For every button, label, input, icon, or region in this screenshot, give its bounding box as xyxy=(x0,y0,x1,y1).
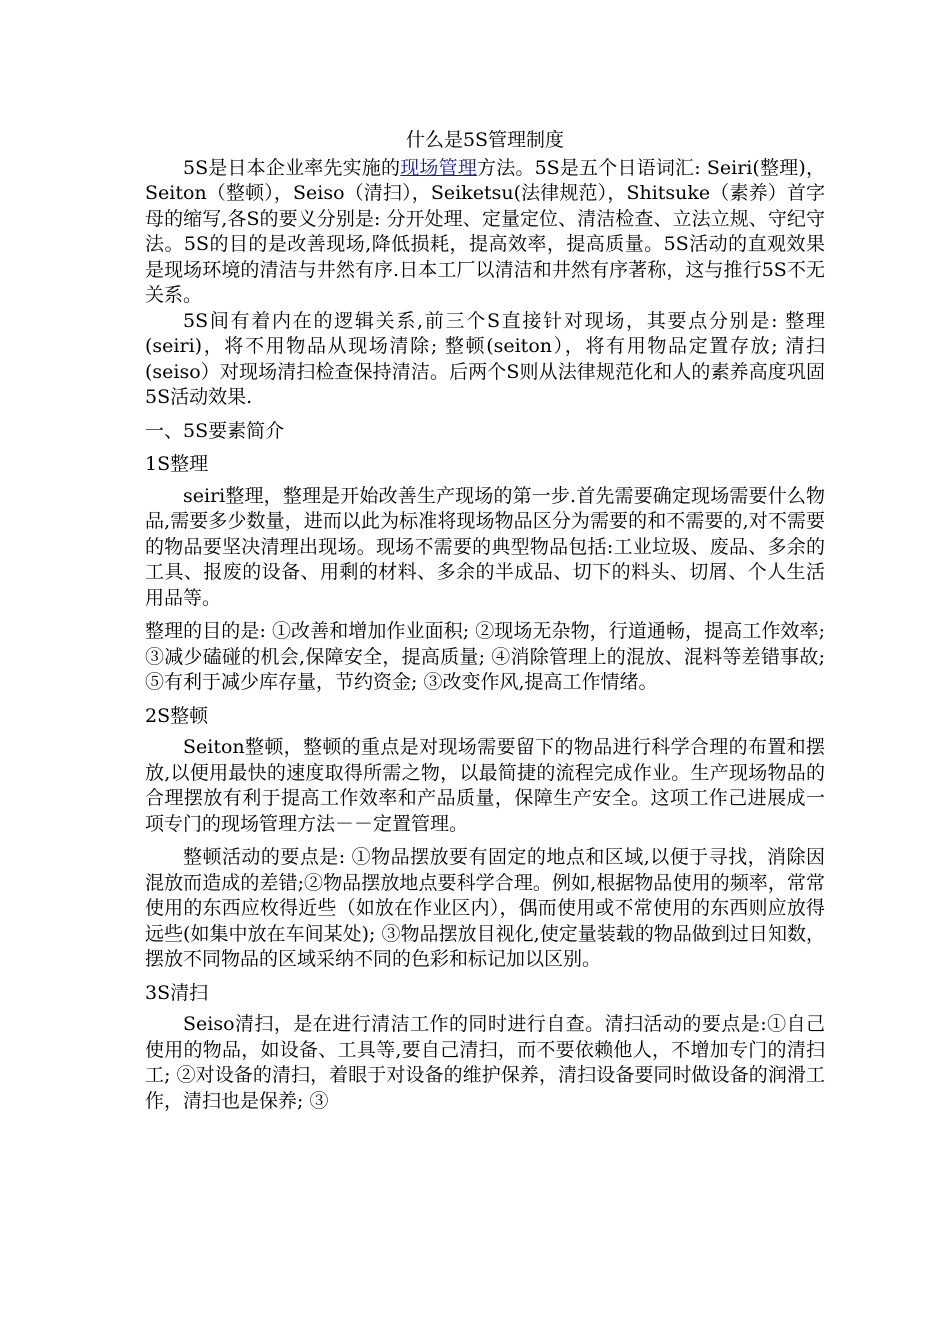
s2-points-paragraph: 整顿活动的要点是: ①物品摆放要有固定的地点和区域,以便于寻找，消除因混放而造成的差错;②物品摆放地点要科学合理。例如,根据物品使用的频率，常常使用的东西应枚得近些（如放在作业区内），偶而使用或不常使用的东西则应放得远些(如集中放在车间某处); ③物品摆放目视化,使定量装载的物品做到过日知数，摆放不同物品的区域采纳不同的色彩和标记加以区别。 xyxy=(145,846,825,970)
intro-text-before: 5S是日本企业率先实施的 xyxy=(183,156,401,179)
document-page xyxy=(145,128,825,1114)
section-heading: 一、5S要素简介 xyxy=(145,419,285,442)
onsite-management-link[interactable]: 现场管理 xyxy=(400,156,478,179)
s1-purpose-paragraph: 整理的目的是: ①改善和增加作业面积; ②现场无杂物，行道通畅，提高工作效率; ③减少磕碰的机会,保障安全，提高质量; ④消除管理上的混放、混料等差错事故; ⑤有利于减少库存量，节约资金; ③改变作风,提高工作情绪。 xyxy=(145,620,825,693)
s3-paragraph: Seiso清扫，是在进行清洁工作的同时进行自查。清扫活动的要点是:①自己使用的物品，如设备、工具等,要自己清扫，而不要依赖他人，不增加专门的清扫工; ②对设备的清扫，着眼于对设备的维护保养，清扫设备要同时做设备的润滑工作，清扫也是保养; ③ xyxy=(145,1013,825,1112)
logic-paragraph: 5S间有着内在的逻辑关系,前三个S直接针对现场，其要点分别是: 整理(seiri)，将不用物品从现场清除; 整顿(seiton），将有用物品定置存放; 清扫(seiso）对现场清扫检查保持清洁。后两个S则从法律规范化和人的素养高度巩固5S活动效果. xyxy=(145,309,825,408)
intro-paragraph xyxy=(145,156,825,309)
s1-paragraph: seiri整理，整理是开始改善生产现场的第一步.首先需要确定现场需要什么物品,需要多少数量，进而以此为标准将现场物品区分为需要的和不需要的,对不需要的物品要坚决清理出现场。现场不需要的典型物品包括:工业垃圾、废品、多余的工具、报废的设备、用剩的材料、多余的半成品、切下的料头、切屑、个人生活用品等。 xyxy=(145,484,825,609)
document-title: 什么是5S管理制度 xyxy=(405,129,565,151)
intro-text-after: 方法。5S是五个日语词汇: Seiri(整理)，Seiton（整顿），Seiso（清扫），Seiketsu(法律规范），Shitsuke（素养）首字母的缩写,各S的要义分别是: 分开处理、定量定位、清洁检查、立法立规、守纪守法。5S的目的是改善现场,降低损耗，提高效率，提高质量。5S活动的直观效果是现场环境的清洁与井然有序.日本工厂以清洁和井然有序著称，这与推行5S不无关系。 xyxy=(145,156,825,306)
s3-heading: 3S清扫 xyxy=(145,981,209,1004)
s1-heading: 1S整理 xyxy=(145,453,209,475)
s2-heading: 2S整顿 xyxy=(145,704,209,727)
s2-paragraph: Seiton整顿，整顿的重点是对现场需要留下的物品进行科学合理的布置和摆放,以便用最快的速度取得所需之物，以最简捷的流程完成作业。生产现场物品的合理摆放有利于提高工作效率和产品质量，保障生产安全。这项工作己进展成一项专门的现场管理方法－－定置管理。 xyxy=(145,736,825,835)
